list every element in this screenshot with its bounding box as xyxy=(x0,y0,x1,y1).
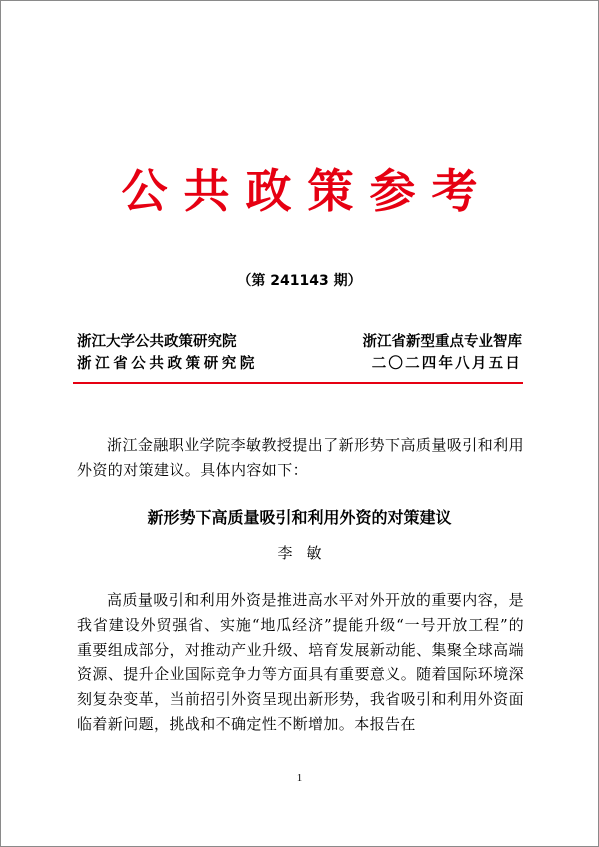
page-number: 1 xyxy=(296,772,303,784)
header-row-2 xyxy=(77,353,522,375)
intro-paragraph: 浙江金融职业学院李敏教授提出了新形势下高质量吸引和利用外资的对策建议。具体内容如下： xyxy=(77,436,524,479)
org-name-left-1: 浙江大学公共政策研究院 xyxy=(77,334,237,350)
header-divider-rule xyxy=(73,382,523,384)
header-row-1 xyxy=(77,331,522,353)
org-name-right-1: 浙江省新型重点专业智库 xyxy=(362,334,522,350)
issue-number: （第 241143 期） xyxy=(237,273,362,289)
publication-date: 二〇二四年八月五日 xyxy=(371,356,522,372)
body-paragraph: 高质量吸引和利用外资是推进高水平对外开放的重要内容，是我省建设外贸强省、实施“地瓜经济”提能升级“一号开放工程”的重要组成部分，对推动产业升级、培育发展新动能、集聚全球高端资源、提升企业国际竞争力等方面具有重要意义。随着国际环境深刻复杂变革，当前招引外资呈现出新形势，我省吸引和利用外资面临着新问题，挑战和不确定性不断增加。本报告在 xyxy=(77,591,524,733)
masthead-title: 公共政策参考 xyxy=(121,164,494,218)
article-title: 新形势下高质量吸引和利用外资的对策建议 xyxy=(147,508,452,527)
org-name-left-2: 浙江省公共政策研究院 xyxy=(77,356,258,372)
article-author: 李敏 xyxy=(277,544,336,562)
